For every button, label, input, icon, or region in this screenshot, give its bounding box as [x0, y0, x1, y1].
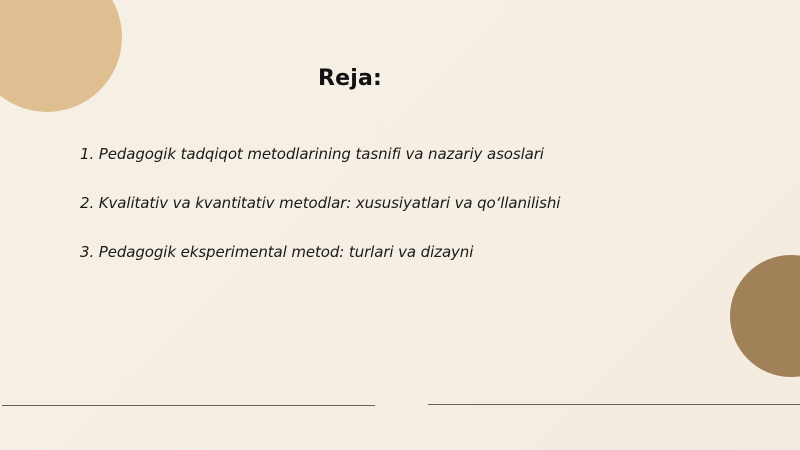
- divider-line-right: [428, 404, 800, 405]
- divider-line-left: [2, 405, 375, 406]
- agenda-item: 3. Pedagogik eksperimental metod: turlari va dizayni: [80, 243, 474, 261]
- slide-title: Reja:: [317, 66, 383, 91]
- decorative-circle-top-left: [0, 0, 122, 112]
- decorative-circle-right: [730, 255, 800, 377]
- agenda-item: 2. Kvalitativ va kvantitativ metodlar: xususiyatlari va qo‘llanilishi: [80, 194, 561, 212]
- agenda-list: [80, 142, 560, 289]
- agenda-item: 1. Pedagogik tadqiqot metodlarining tasnifi va nazariy asoslari: [80, 145, 544, 163]
